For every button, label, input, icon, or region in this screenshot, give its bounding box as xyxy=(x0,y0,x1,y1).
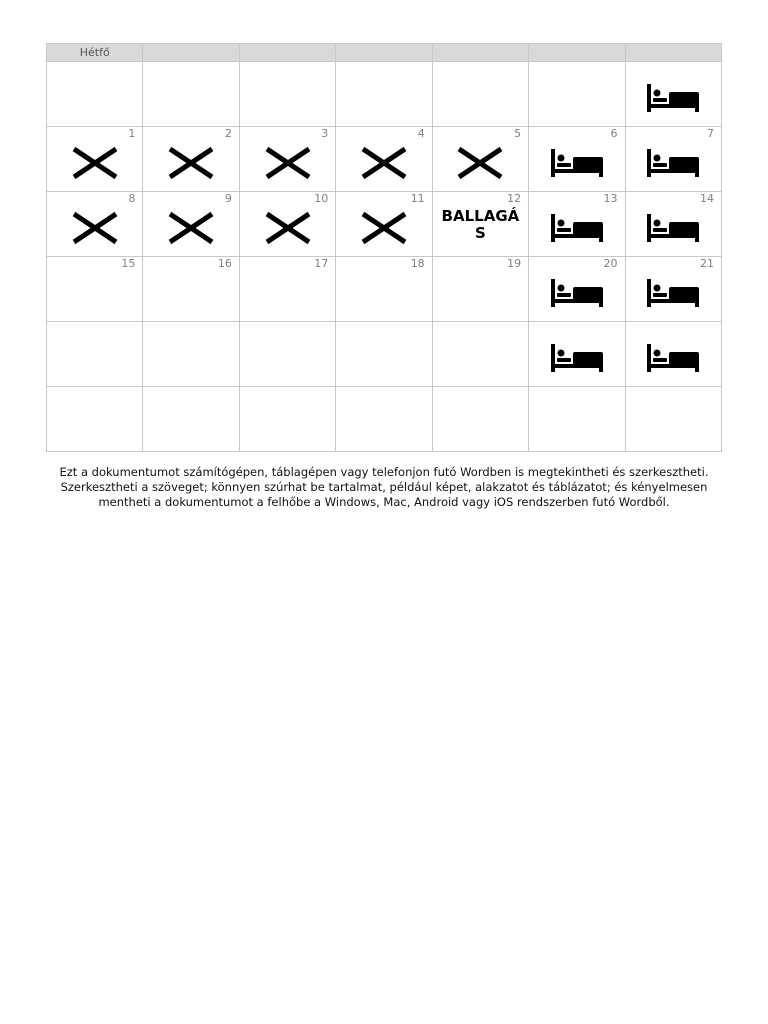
bed-icon xyxy=(626,274,721,312)
calendar-day-cell xyxy=(47,192,143,257)
calendar-week-row xyxy=(47,322,722,387)
day-number: 4 xyxy=(417,127,425,140)
day-number: 16 xyxy=(217,257,232,270)
bed-icon xyxy=(529,144,624,182)
day-number: 1 xyxy=(128,127,136,140)
calendar-day-cell xyxy=(47,322,143,387)
day-number: 18 xyxy=(410,257,425,270)
x-icon xyxy=(240,209,335,247)
calendar-week-row xyxy=(47,257,722,322)
calendar-day-cell xyxy=(336,387,432,452)
calendar-day-cell xyxy=(625,387,721,452)
calendar-day-cell xyxy=(239,322,335,387)
weekday-header-5 xyxy=(432,44,528,62)
calendar-day-cell xyxy=(529,387,625,452)
calendar-day-cell xyxy=(239,62,335,127)
weekday-header-2 xyxy=(143,44,239,62)
calendar-day-cell xyxy=(239,192,335,257)
calendar-day-cell xyxy=(625,127,721,192)
day-number: 13 xyxy=(603,192,618,205)
weekday-header-row xyxy=(47,44,722,62)
day-number: 10 xyxy=(314,192,329,205)
day-number: 12 xyxy=(507,192,522,205)
x-icon xyxy=(47,209,142,247)
day-number: 21 xyxy=(700,257,714,270)
day-number: 5 xyxy=(514,127,522,140)
x-icon xyxy=(336,209,431,247)
day-number: 2 xyxy=(224,127,232,140)
bed-icon xyxy=(529,274,624,312)
bed-icon xyxy=(529,339,624,377)
day-number: 17 xyxy=(314,257,329,270)
calendar-day-cell xyxy=(529,62,625,127)
calendar-day-cell xyxy=(529,322,625,387)
day-number: 6 xyxy=(610,127,618,140)
weekday-header-1: Hétfő xyxy=(47,44,143,62)
day-number: 11 xyxy=(410,192,425,205)
day-number: 9 xyxy=(224,192,232,205)
calendar-day-cell xyxy=(143,387,239,452)
calendar-day-cell xyxy=(47,62,143,127)
day-number: 8 xyxy=(128,192,136,205)
calendar-day-cell xyxy=(625,322,721,387)
calendar-day-cell xyxy=(625,62,721,127)
calendar-day-cell xyxy=(336,257,432,322)
day-number: 20 xyxy=(603,257,618,270)
day-number: 19 xyxy=(507,257,522,270)
calendar-day-cell xyxy=(239,257,335,322)
calendar-day-cell xyxy=(47,127,143,192)
x-icon xyxy=(143,209,238,247)
calendar-day-cell xyxy=(432,257,528,322)
calendar-day-cell xyxy=(47,387,143,452)
x-icon xyxy=(336,144,431,182)
calendar-day-cell xyxy=(529,127,625,192)
calendar-day-cell xyxy=(336,62,432,127)
calendar-day-cell xyxy=(143,192,239,257)
footer-note: Ezt a dokumentumot számítógépen, táblagépen vagy telefonjon futó Wordben is megtekintheti és szerkesztheti. Szerkesztheti a szöveget; könnyen szúrhat be tartalmat, például képet, alakzatot és táblázatot; és kényelmesen mentheti a dokumentumot a felhőbe a Windows, Mac, Android vagy iOS rendszerben futó Wordből. xyxy=(59,465,709,509)
calendar-day-cell xyxy=(625,257,721,322)
day-number: 7 xyxy=(707,127,714,140)
day-number: 15 xyxy=(121,257,136,270)
weekday-header-7 xyxy=(625,44,721,62)
weekday-header-4 xyxy=(336,44,432,62)
x-icon xyxy=(143,144,238,182)
calendar-day-cell xyxy=(336,127,432,192)
weekday-header-3 xyxy=(239,44,335,62)
calendar-day-cell xyxy=(529,257,625,322)
bed-icon xyxy=(626,339,721,377)
calendar-week-row xyxy=(47,192,722,257)
calendar-week-row xyxy=(47,62,722,127)
calendar-day-cell xyxy=(239,387,335,452)
calendar-day-cell xyxy=(432,62,528,127)
calendar-day-cell xyxy=(432,192,528,257)
day-number: 3 xyxy=(321,127,329,140)
calendar-day-cell xyxy=(143,322,239,387)
calendar-day-cell xyxy=(336,322,432,387)
calendar-day-cell xyxy=(432,387,528,452)
calendar-week-row xyxy=(47,387,722,452)
calendar-day-cell xyxy=(143,127,239,192)
calendar-table xyxy=(46,43,722,452)
bed-icon xyxy=(626,79,721,117)
calendar-day-cell xyxy=(432,322,528,387)
calendar-day-cell xyxy=(143,62,239,127)
calendar-day-cell xyxy=(336,192,432,257)
calendar-day-cell xyxy=(143,257,239,322)
bed-icon xyxy=(529,209,624,247)
calendar-day-cell xyxy=(239,127,335,192)
calendar-day-cell xyxy=(625,192,721,257)
event-label: BALLAGÁS xyxy=(441,207,520,242)
calendar-day-cell xyxy=(47,257,143,322)
x-icon xyxy=(433,144,528,182)
bed-icon xyxy=(626,209,721,247)
calendar-day-cell xyxy=(529,192,625,257)
bed-icon xyxy=(626,144,721,182)
x-icon xyxy=(47,144,142,182)
x-icon xyxy=(240,144,335,182)
calendar-day-cell xyxy=(432,127,528,192)
calendar-week-row xyxy=(47,127,722,192)
weekday-header-6 xyxy=(529,44,625,62)
day-number: 14 xyxy=(700,192,714,205)
